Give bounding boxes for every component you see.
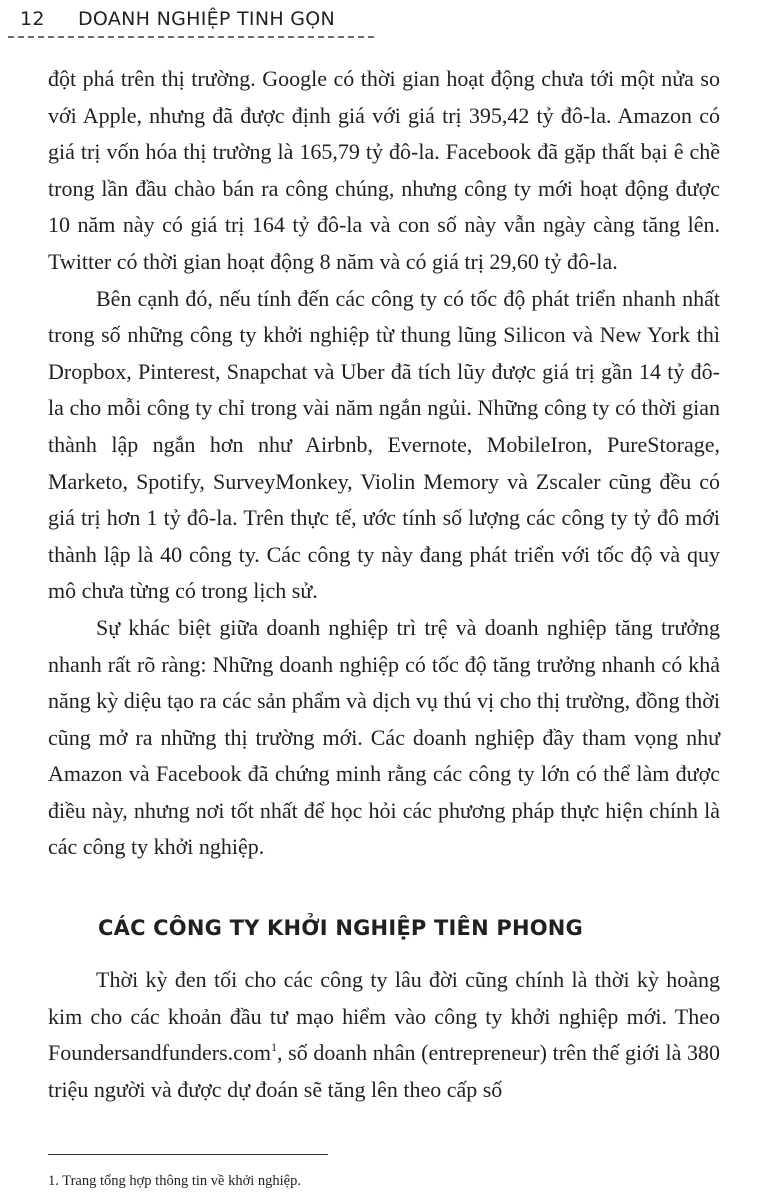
paragraph-continued: đột phá trên thị trường. Google có thời gian hoạt động chưa tới một nửa so với Apple, nhưng đã được định giá với giá trị 395,42 tỷ đô-la. Amazon có giá trị vốn hóa thị trường là 165,79 tỷ đô-la. Facebook đã gặp thất bại ê chề trong lần đầu chào bán ra công chúng, nhưng công ty mới hoạt động được 10 năm này có giá trị 164 tỷ đô-la và con số này vẫn ngày càng tăng lên. Twitter có thời gian hoạt động 8 năm và có giá trị 29,60 tỷ đô-la.: [48, 66, 720, 274]
paragraph: Bên cạnh đó, nếu tính đến các công ty có tốc độ phát triển nhanh nhất trong số những công ty khởi nghiệp từ thung lũng Silicon và New York thì Dropbox, Pinterest, Snapchat và Uber đã tích lũy được giá trị gần 14 tỷ đô-la cho mỗi công ty chỉ trong vài năm ngắn ngủi. Những công ty có thời gian thành lập ngắn hơn như Airbnb, Evernote, MobileIron, PureStorage, Marketo, Spotify, SurveyMonkey, Violin Memory và Zscaler cũng đều có giá trị hơn 1 tỷ đô-la. Trên thực tế, ước tính số lượng các công ty tỷ đô mới thành lập là 40 công ty. Các công ty này đang phát triển với tốc độ và quy mô chưa từng có trong lịch sử.: [48, 285, 720, 604]
book-title: DOANH NGHIỆP TINH GỌN: [78, 8, 336, 30]
footnote-reference: 1: [271, 1040, 278, 1055]
paragraph: [48, 962, 720, 1108]
footnote: 1. Trang tổng hợp thông tin về khởi nghiệp.: [48, 1173, 301, 1189]
section-heading: CÁC CÔNG TY KHỞI NGHIỆP TIÊN PHONG: [98, 916, 583, 940]
paragraph-text-after-ref: , số doanh nhân (entrepreneur) trên thế giới là 380 triệu người và được dự đoán sẽ tăng lên theo cấp số: [48, 1040, 720, 1102]
paragraph-text-before-ref: Thời kỳ đen tối cho các công ty lâu đời cũng chính là thời kỳ hoàng kim cho các khoản đầu tư mạo hiểm vào công ty khởi nghiệp mới. Theo Foundersandfunders.com: [48, 967, 720, 1066]
body-text: [48, 61, 720, 866]
section-body-text: [48, 962, 720, 1108]
page-number: 12: [20, 8, 45, 30]
footnote-separator: [48, 1154, 328, 1155]
header-dashed-rule: [8, 36, 374, 38]
running-header: [20, 8, 335, 30]
paragraph: Sự khác biệt giữa doanh nghiệp trì trệ và doanh nghiệp tăng trưởng nhanh rất rõ ràng: Những doanh nghiệp có tốc độ tăng trưởng nhanh có khả năng kỳ diệu tạo ra các sản phẩm và dịch vụ thú vị cho thị trường, đồng thời cũng mở ra những thị trường mới. Các doanh nghiệp đầy tham vọng như Amazon và Facebook đã chứng minh rằng các công ty lớn có thể làm được điều này, nhưng nơi tốt nhất để học hỏi các phương pháp thực hiện chính là các công ty khởi nghiệp.: [48, 614, 720, 860]
